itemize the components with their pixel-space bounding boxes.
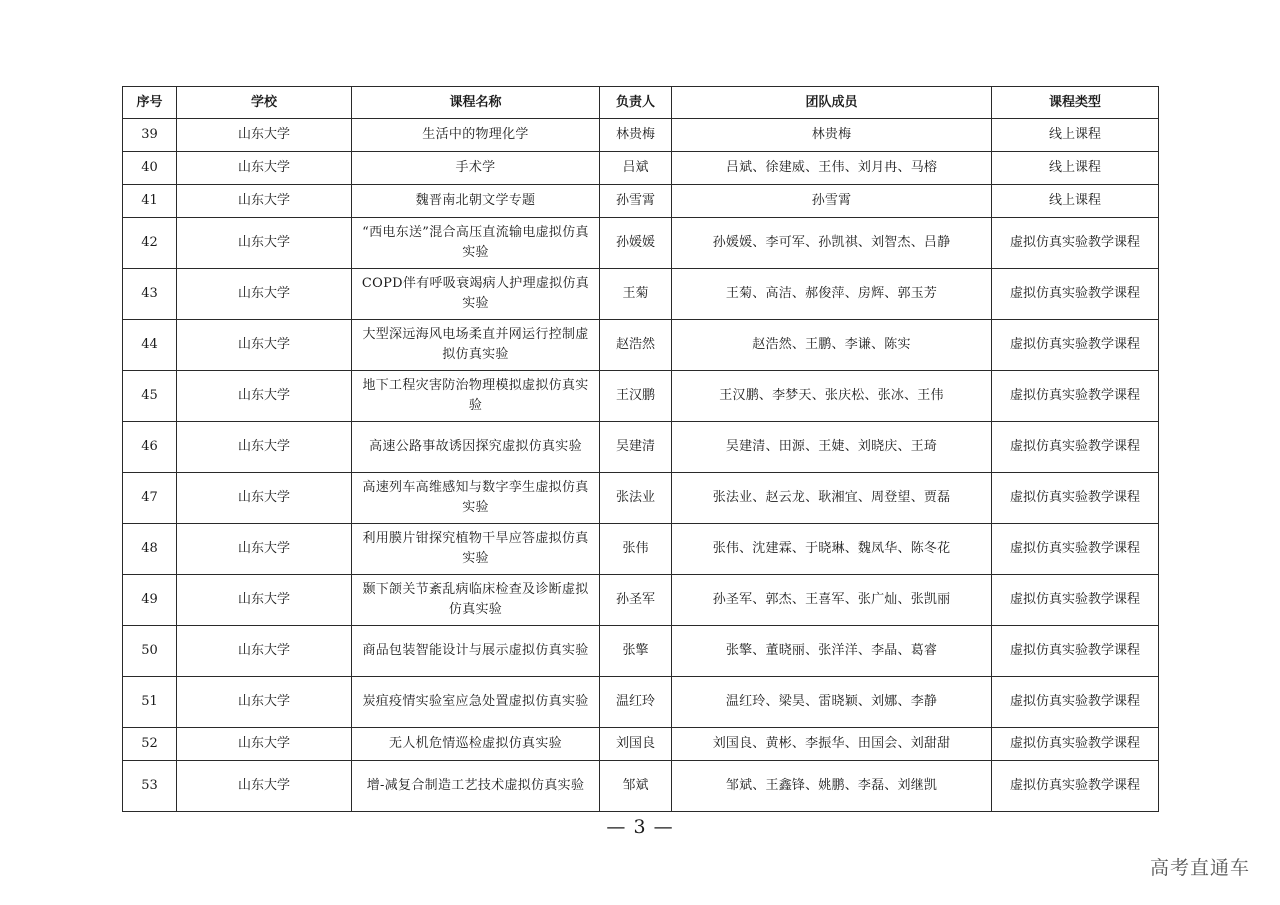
table-body (123, 119, 1159, 812)
watermark: 高考直通车 (1149, 857, 1250, 879)
cell-index: 40 (123, 152, 177, 185)
cell-index: 39 (123, 119, 177, 152)
header-index: 序号 (123, 87, 177, 119)
cell-course-type: 虚拟仿真实验教学课程 (992, 677, 1159, 728)
cell-course-type: 虚拟仿真实验教学课程 (992, 575, 1159, 626)
cell-lead: 孙雪霄 (600, 185, 672, 218)
cell-course-name: 手术学 (352, 152, 600, 185)
cell-team-members: 张擎、董晓丽、张洋洋、李晶、葛睿 (672, 626, 992, 677)
cell-course-type: 线上课程 (992, 152, 1159, 185)
cell-school: 山东大学 (177, 575, 352, 626)
cell-course-type: 虚拟仿真实验教学课程 (992, 761, 1159, 812)
cell-index: 43 (123, 269, 177, 320)
cell-school: 山东大学 (177, 371, 352, 422)
cell-index: 42 (123, 218, 177, 269)
cell-course-name: 无人机危情巡检虚拟仿真实验 (352, 728, 600, 761)
cell-course-name: 炭疽疫情实验室应急处置虚拟仿真实验 (352, 677, 600, 728)
cell-course-type: 虚拟仿真实验教学课程 (992, 269, 1159, 320)
cell-course-type: 虚拟仿真实验教学课程 (992, 524, 1159, 575)
cell-team-members: 吴建清、田源、王婕、刘晓庆、王琦 (672, 422, 992, 473)
page-number: — 3 — (606, 816, 674, 838)
header-course-name: 课程名称 (352, 87, 600, 119)
cell-lead: 张法业 (600, 473, 672, 524)
cell-course-name: 高速列车高维感知与数字孪生虚拟仿真实验 (352, 473, 600, 524)
cell-school: 山东大学 (177, 677, 352, 728)
cell-lead: 张擎 (600, 626, 672, 677)
cell-school: 山东大学 (177, 320, 352, 371)
header-lead: 负责人 (600, 87, 672, 119)
table-row (123, 185, 1159, 218)
cell-lead: 赵浩然 (600, 320, 672, 371)
cell-school: 山东大学 (177, 422, 352, 473)
cell-school: 山东大学 (177, 185, 352, 218)
cell-team-members: 邹斌、王鑫锋、姚鹏、李磊、刘继凯 (672, 761, 992, 812)
cell-lead: 吴建清 (600, 422, 672, 473)
cell-index: 46 (123, 422, 177, 473)
course-table (122, 86, 1159, 812)
header-team-members: 团队成员 (672, 87, 992, 119)
cell-team-members: 林贵梅 (672, 119, 992, 152)
table-row (123, 371, 1159, 422)
table-row (123, 473, 1159, 524)
cell-course-name: COPD伴有呼吸衰竭病人护理虚拟仿真实验 (352, 269, 600, 320)
cell-team-members: 张伟、沈建霖、于晓琳、魏凤华、陈冬花 (672, 524, 992, 575)
cell-team-members: 张法业、赵云龙、耿湘宜、周登望、贾磊 (672, 473, 992, 524)
cell-school: 山东大学 (177, 761, 352, 812)
cell-course-type: 虚拟仿真实验教学课程 (992, 422, 1159, 473)
cell-lead: 吕斌 (600, 152, 672, 185)
cell-course-name: 利用膜片钳探究植物干旱应答虚拟仿真实验 (352, 524, 600, 575)
cell-school: 山东大学 (177, 524, 352, 575)
cell-school: 山东大学 (177, 269, 352, 320)
table-row (123, 575, 1159, 626)
cell-school: 山东大学 (177, 473, 352, 524)
cell-course-type: 虚拟仿真实验教学课程 (992, 728, 1159, 761)
table-row (123, 422, 1159, 473)
cell-index: 51 (123, 677, 177, 728)
table-row (123, 152, 1159, 185)
cell-course-type: 线上课程 (992, 119, 1159, 152)
cell-course-type: 线上课程 (992, 185, 1159, 218)
cell-team-members: 刘国良、黄彬、李振华、田国会、刘甜甜 (672, 728, 992, 761)
cell-course-name: 颞下颌关节紊乱病临床检查及诊断虚拟仿真实验 (352, 575, 600, 626)
cell-lead: 孙媛媛 (600, 218, 672, 269)
cell-team-members: 温红玲、梁昊、雷晓颖、刘娜、李静 (672, 677, 992, 728)
cell-index: 45 (123, 371, 177, 422)
cell-index: 41 (123, 185, 177, 218)
header-school: 学校 (177, 87, 352, 119)
table-row (123, 119, 1159, 152)
cell-index: 53 (123, 761, 177, 812)
table-row (123, 320, 1159, 371)
cell-lead: 邹斌 (600, 761, 672, 812)
table-row (123, 761, 1159, 812)
cell-index: 47 (123, 473, 177, 524)
cell-index: 44 (123, 320, 177, 371)
cell-course-name: 生活中的物理化学 (352, 119, 600, 152)
cell-course-name: 增-减复合制造工艺技术虚拟仿真实验 (352, 761, 600, 812)
cell-lead: 温红玲 (600, 677, 672, 728)
cell-course-type: 虚拟仿真实验教学课程 (992, 371, 1159, 422)
cell-course-name: “西电东送”混合高压直流输电虚拟仿真实验 (352, 218, 600, 269)
cell-team-members: 孙雪霄 (672, 185, 992, 218)
cell-team-members: 王菊、高洁、郝俊萍、房辉、郭玉芳 (672, 269, 992, 320)
cell-index: 49 (123, 575, 177, 626)
cell-course-name: 大型深远海风电场柔直并网运行控制虚拟仿真实验 (352, 320, 600, 371)
cell-lead: 张伟 (600, 524, 672, 575)
table-row (123, 626, 1159, 677)
cell-team-members: 王汉鹏、李梦天、张庆松、张冰、王伟 (672, 371, 992, 422)
cell-lead: 王菊 (600, 269, 672, 320)
cell-course-name: 高速公路事故诱因探究虚拟仿真实验 (352, 422, 600, 473)
cell-course-type: 虚拟仿真实验教学课程 (992, 218, 1159, 269)
table-row (123, 269, 1159, 320)
cell-team-members: 吕斌、徐建威、王伟、刘月冉、马榕 (672, 152, 992, 185)
cell-lead: 刘国良 (600, 728, 672, 761)
cell-team-members: 赵浩然、王鹏、李谦、陈实 (672, 320, 992, 371)
cell-course-type: 虚拟仿真实验教学课程 (992, 626, 1159, 677)
cell-school: 山东大学 (177, 626, 352, 677)
table-row (123, 677, 1159, 728)
cell-school: 山东大学 (177, 119, 352, 152)
cell-course-type: 虚拟仿真实验教学课程 (992, 473, 1159, 524)
table-row (123, 524, 1159, 575)
cell-course-type: 虚拟仿真实验教学课程 (992, 320, 1159, 371)
cell-lead: 孙圣军 (600, 575, 672, 626)
cell-team-members: 孙媛媛、李可军、孙凯祺、刘智杰、吕静 (672, 218, 992, 269)
cell-lead: 王汉鹏 (600, 371, 672, 422)
cell-course-name: 魏晋南北朝文学专题 (352, 185, 600, 218)
cell-team-members: 孙圣军、郭杰、王喜军、张广灿、张凯丽 (672, 575, 992, 626)
cell-school: 山东大学 (177, 218, 352, 269)
table-row (123, 218, 1159, 269)
table-row (123, 728, 1159, 761)
cell-school: 山东大学 (177, 152, 352, 185)
cell-index: 50 (123, 626, 177, 677)
cell-course-name: 商品包装智能设计与展示虚拟仿真实验 (352, 626, 600, 677)
table-header-row (123, 87, 1159, 119)
cell-course-name: 地下工程灾害防治物理模拟虚拟仿真实验 (352, 371, 600, 422)
header-course-type: 课程类型 (992, 87, 1159, 119)
cell-lead: 林贵梅 (600, 119, 672, 152)
cell-index: 52 (123, 728, 177, 761)
cell-school: 山东大学 (177, 728, 352, 761)
cell-index: 48 (123, 524, 177, 575)
